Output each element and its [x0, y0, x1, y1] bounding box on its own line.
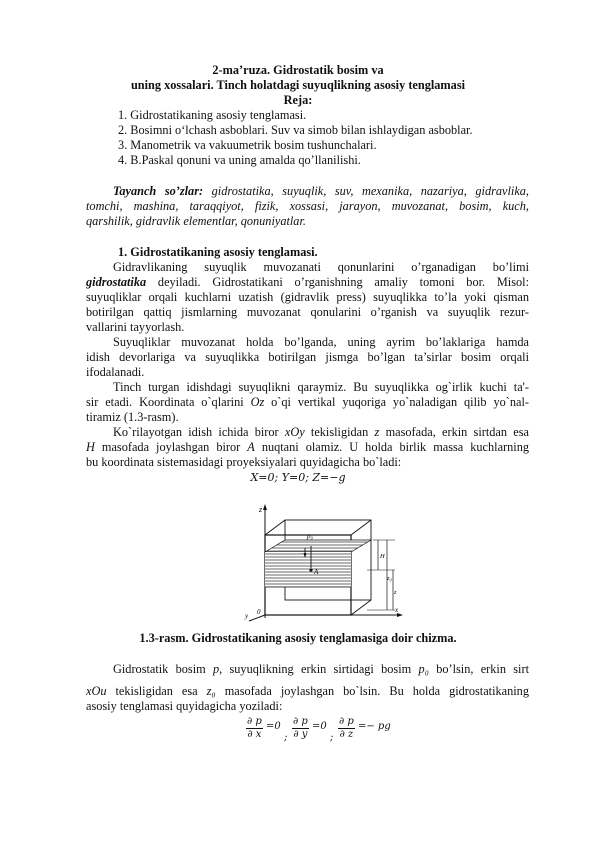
plan-item-4: 4. B.Paskal qonuni va uning amalda qo’llanilishi. — [118, 153, 361, 167]
figure-caption: 1.3-rasm. Gidrostatikaning asosiy tenglamasiga doir chizma. — [139, 631, 457, 645]
plan-item-2: 2. Bosimni o‘lchash asboblari. Suv va simob bilan ishlaydigan asboblar. — [118, 123, 473, 137]
paragraph-line: asosiy tenglamasi quyidagicha yoziladi: — [86, 699, 283, 713]
liquid — [265, 552, 351, 587]
paragraph-line: gidrostatika deyiladi. Gidrostatikani o’rganishning amaliy tomoni bor. Misol: — [86, 275, 529, 289]
paragraph-line: Gidrostatik bosim p, suyuqlikning erkin sirtidagi bosim p₀ bo’lsin, erkin sirt — [113, 662, 529, 676]
label-z0: z₀ — [387, 575, 392, 582]
keywords-line-3: qarshilik, gidravlik elementlar, qonuniyatlar. — [86, 214, 306, 228]
label-z-depth: z — [394, 589, 397, 596]
eq-rhs: =0 — [312, 721, 327, 732]
eq-separator: ; — [330, 732, 334, 743]
equation-mass-forces: X=0; Y=0; Z=−g — [250, 471, 346, 484]
free-surface — [265, 540, 371, 552]
paragraph-line: sir etadi. Koordinata o`qlarini Oz o`qi vertikal yuqoriga yo`naladigan qilib yo`nal- — [86, 395, 529, 409]
keywords-line-1: Tayanch so’zlar: gidrostatika, suyuqlik, suv, mexanika, nazariya, gidravlika, — [113, 184, 529, 198]
paragraph-line: H masofada joylashgan biror A nuqtani olamiz. U holda birlik massa kuchlarning — [86, 440, 529, 454]
eq-rhs: =0 — [266, 721, 281, 732]
label-y: y — [245, 612, 249, 620]
keywords-label: Tayanch so’zlar: — [113, 184, 204, 198]
label-origin: 0 — [257, 608, 261, 616]
label-a: A — [314, 568, 319, 576]
paragraph-line: Ko`rilayotgan idish ichida biror xOy tekisligidan z masofada, erkin sirtdan esa — [113, 425, 529, 439]
paragraph-line: Tinch turgan idishdagi suyuqlikni qaraymiz. Bu suyuqlikka og`irlik kuchi ta'- — [113, 380, 529, 394]
lecture-title-line-2: uning xossalari. Tinch holatdagi suyuqlikning asosiy tenglamasi — [130, 78, 466, 92]
fraction-dp-dy: $\frac{\partial p}{\partial y}$ — [293, 716, 308, 740]
paragraph-line: suyuqliklar orqali kuchlarni uzatish (gidravlik press) suyuqlikka to’la yoki qisman — [86, 290, 529, 304]
paragraph-line: vallarini tayyorlash. — [86, 320, 185, 334]
eq-separator: ; — [284, 732, 288, 743]
paragraph-line: tiramiz (1.3-rasm). — [86, 410, 179, 424]
point-a — [309, 568, 312, 571]
plan-heading: Reja: — [283, 93, 313, 107]
label-z: z — [259, 505, 263, 514]
paragraph-line: bu koordinata sistemasidagi proyeksiyalari quyidagicha bo`ladi: — [86, 455, 402, 469]
paragraph-line: Gidravlikaning suyuqlik muvozanati qonunlarini o’rganadigan bo’limi — [113, 260, 529, 274]
hydrostatics-diagram — [235, 490, 405, 622]
section-heading: 1. Gidrostatikaning asosiy tenglamasi. — [118, 245, 318, 259]
label-p0: p₀ — [307, 532, 313, 540]
fraction-dp-dx: $\frac{\partial p}{\partial x}$ — [247, 716, 262, 740]
lecture-title-line-1: 2-ma’ruza. Gidrostatik bosim va — [212, 63, 384, 77]
paragraph-line: botirilgan qattiq jismlarning muvozanat qonularini o’rganish va suyuqlik rezur- — [86, 305, 529, 319]
paragraph-line: Suyuqliklar muvozanat holda bo’lganda, uning ayrim bo’laklariga hamda — [113, 335, 529, 349]
paragraph-line: idish devorlariga va suyuqlikka botirilgan jismga bo’lgan ta’sirlar bosim orqali — [86, 350, 529, 364]
eq-rhs: =− pg — [358, 721, 391, 732]
plan-item-1: 1. Gidrostatikaning asosiy tenglamasi. — [118, 108, 307, 122]
label-h: H — [380, 553, 385, 560]
paragraph-line: ifodalanadi. — [86, 365, 145, 379]
keywords-line-2: tomchi, mashina, taraqqiyot, fizik, xossasi, jarayon, muvozanat, bosim, kuch, — [86, 199, 529, 213]
label-x: x — [395, 606, 399, 614]
plan-item-3: 3. Manometrik va vakuumetrik bosim tushunchalari. — [118, 138, 377, 152]
fraction-dp-dz: $\frac{\partial p}{\partial z}$ — [339, 716, 354, 740]
paragraph-line: xOu tekisligidan esa z₀ masofada joylashgan bo`lsin. Bu holda gidrostatikaning — [86, 684, 529, 698]
